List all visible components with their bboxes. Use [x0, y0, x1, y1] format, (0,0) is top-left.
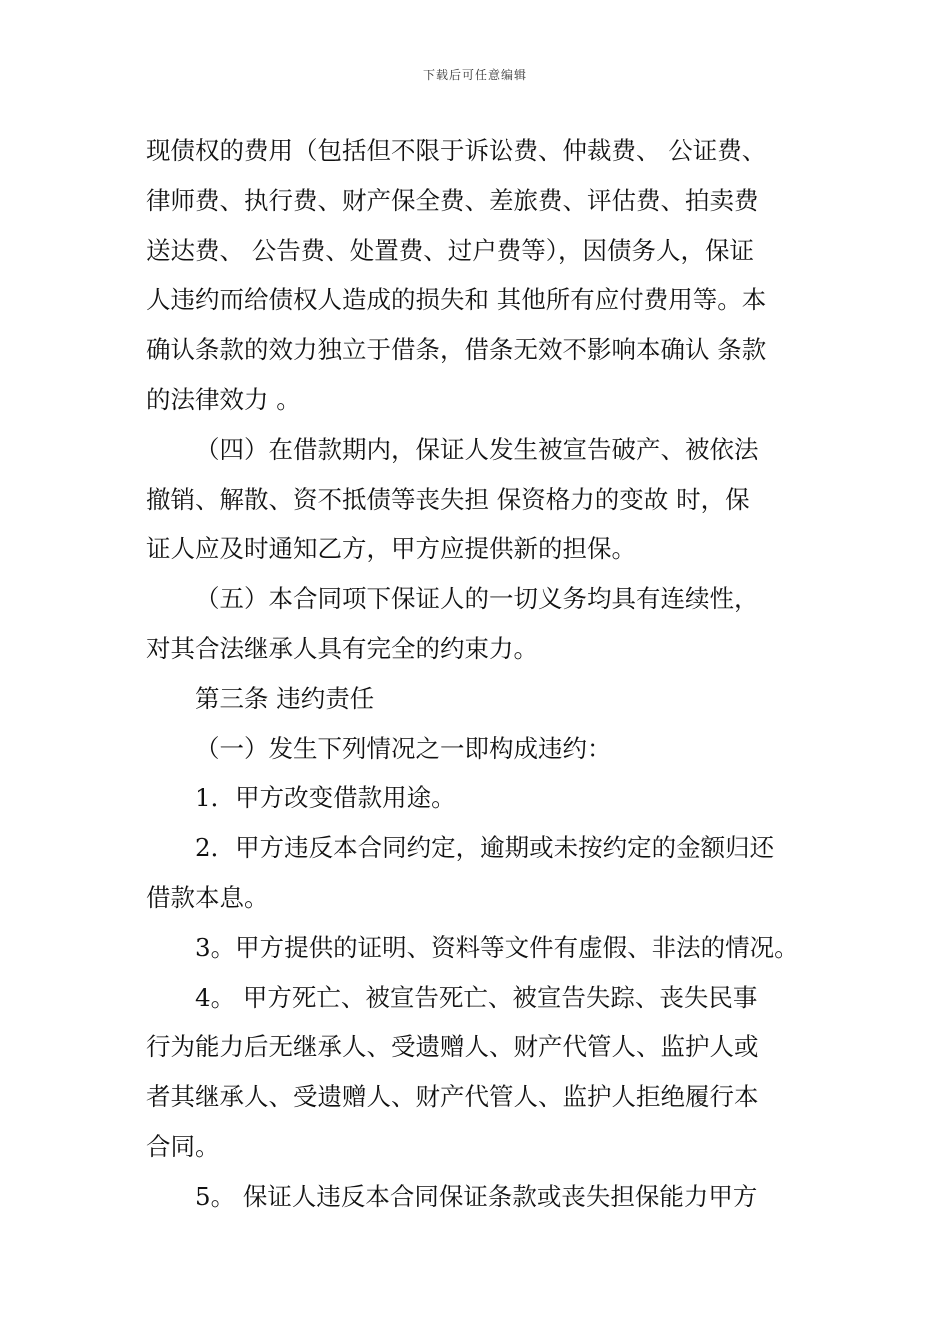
text-line: 送达费、 公告费、处置费、过户费等），因债务人，保证: [146, 235, 755, 265]
text-line: 1．甲方改变借款用途。: [195, 783, 456, 813]
text-line: 3。甲方提供的证明、资料等文件有虚假、非法的情况。: [195, 932, 799, 962]
text-line: （五）本合同项下保证人的一切义务均具有连续性，: [195, 584, 759, 614]
text-line: 证人应及时通知乙方，甲方应提供新的担保。: [146, 534, 636, 564]
text-line: 2．甲方违反本合同约定，逾期或未按约定的金额归还: [195, 833, 775, 863]
page-header-note: 下载后可任意编辑: [422, 68, 527, 82]
text-line: （一）发生下列情况之一即构成违约：: [195, 733, 612, 763]
text-line: 律师费、执行费、财产保全费、差旅费、评估费、拍卖费: [146, 185, 759, 215]
text-line: 人违约而给债权人造成的损失和 其他所有应付费用等。本: [146, 285, 767, 315]
text-line: 5。 保证人违反本合同保证条款或丧失担保能力甲方: [195, 1181, 758, 1211]
text-line: 的法律效力 。: [146, 384, 301, 414]
text-line: 4。 甲方死亡、被宣告死亡、被宣告失踪、丧失民事: [195, 982, 758, 1012]
text-line: 对其合法继承人具有完全的约束力。: [146, 633, 538, 663]
text-line: 借款本息。: [146, 882, 269, 912]
text-line: 行为能力后无继承人、受遗赠人、财产代管人、监护人或: [146, 1032, 759, 1062]
text-line: 现债权的费用（包括但不限于诉讼费、仲裁费、 公证费、: [146, 136, 767, 165]
text-line: （四）在借款期内，保证人发生被宣告破产、被依法: [195, 434, 759, 464]
text-line: 者其继承人、受遗赠人、财产代管人、监护人拒绝履行本: [146, 1082, 759, 1112]
text-line: 撤销、解散、资不抵债等丧失担 保资格力的变故 时，保: [146, 484, 750, 514]
text-line: 合同。: [146, 1131, 220, 1161]
text-line: 第三条 违约责任: [195, 683, 375, 713]
text-line: 确认条款的效力独立于借条，借条无效不影响本确认 条款: [146, 335, 767, 365]
document-body: [146, 126, 814, 1222]
